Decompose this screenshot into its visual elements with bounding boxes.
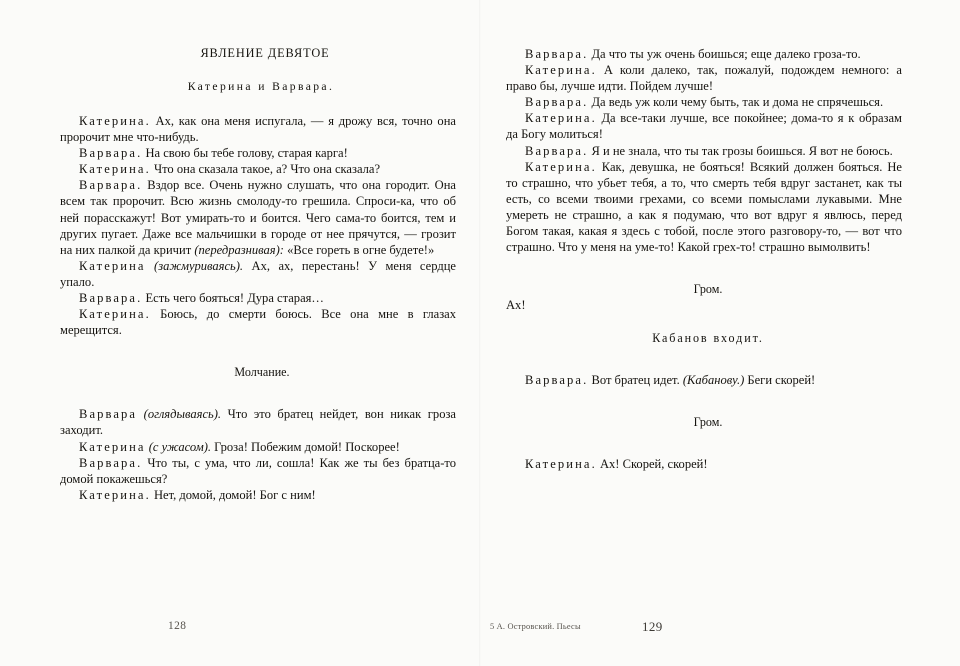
speech-text: Да что ты уж очень боишься; еще далеко гроза-то. (588, 47, 861, 61)
speech-text: На свою бы тебе голову, старая карга! (142, 146, 348, 161)
speaker-name: Варвара. (525, 47, 589, 61)
right-page-text-column (506, 46, 902, 473)
speech-text: Я и не знала, что ты так грозы боишься. Я вот не боюсь. (588, 143, 893, 158)
speech-text: Вздор все. Очень нужно слушать, что она городит. Она всем так пророчит. Всю жизнь смолоду-то грешила. Спроси-ка, что об ней порасскажут! Вот умирать-то и боится. Чего сама-то боится, тем и других пугает. Даже все мальчишки в городе от нее прячутся, — грозит на них палкой да кричит (60, 178, 456, 257)
speech-text: Есть чего бояться! Дура старая… (142, 291, 324, 306)
speaker-name: Варвара. (79, 178, 143, 193)
speech-line (60, 306, 456, 338)
speech-line (60, 455, 456, 487)
right-page (480, 0, 960, 666)
speech-line (506, 372, 902, 388)
speaker-name: Катерина. (79, 162, 151, 177)
left-page-text-column (60, 46, 456, 503)
stage-direction: (зажмуриваясь). (154, 258, 244, 273)
speech-text: Ах! Скорей, скорей! (596, 457, 708, 472)
speech-line (60, 145, 456, 161)
spacer (506, 388, 902, 414)
speech-text: Вот братец идет. (588, 373, 683, 388)
speaker-name: Варвара. (525, 373, 589, 388)
speaker-name: Катерина. (525, 457, 597, 472)
speech-line (60, 258, 456, 290)
speech-line (506, 94, 902, 110)
spacer (506, 313, 902, 330)
spacer (60, 338, 456, 364)
speech-text: Ах, как она меня испугала, — я дрожу вся, точно она пророчит мне что-нибудь. (60, 114, 456, 145)
silence-note: Молчание. (234, 365, 290, 380)
speaker-name: Варвара. (79, 455, 143, 470)
speaker-name: Катерина. (79, 307, 151, 322)
speech-line (60, 406, 456, 438)
speech-text: Нет, домой, домой! Бог с ним! (150, 487, 316, 502)
speech-text-after: Беги скорей! (744, 373, 816, 388)
speech-text-after: «Все гореть в огне будете!» (284, 242, 435, 257)
spacer (60, 380, 456, 406)
speech-text: Боюсь, до смерти боюсь. Все она мне в глазах мерещится. (60, 307, 456, 338)
speech-text: Как, девушка, не бояться! Всякий должен бояться. Не то страшно, что убьет тебя, а то, что смерть тебя вдруг застанет, как ты есть, со всеми твоими грехами, со всеми помыслами лукавыми. Мне умереть не страшно, а как я подумаю, что вот вдруг я явлюсь, перед Богом такая, какая я здесь с тобой, после этого разговору-то, — вот что страшно. Что у меня на уме-то! Какой грех-то! страшно вымолвить! (506, 159, 902, 255)
stage-direction: (Кабанову.) (682, 373, 745, 388)
speaker-name: Катерина. (525, 63, 597, 78)
speech-text: Да ведь уж коли чему быть, так и дома не спрячешься. (588, 95, 884, 110)
speech-line (60, 290, 456, 306)
page-number-left: 128 (168, 620, 187, 632)
speech-text-after: Ах, ах, перестань! У меня сердце упало. (60, 258, 456, 289)
exclamation-line: Ах! (506, 298, 526, 313)
speech-line (60, 161, 456, 177)
speech-line (506, 110, 902, 142)
page-number-right: 129 (642, 619, 663, 634)
speaker-name: Варвара. (79, 291, 143, 306)
speaker-name: Варвара. (79, 146, 143, 161)
scene-cast-line: Катерина и Варвара. (187, 80, 335, 93)
speaker-name: Катерина. (79, 114, 151, 128)
speech-line (60, 177, 456, 257)
speaker-name: Катерина. (79, 487, 151, 502)
speaker-name: Варвара. (525, 143, 589, 158)
speech-line (506, 456, 902, 472)
entrance-note: Кабанов входит. (652, 331, 764, 346)
speaker-name: Катерина. (525, 159, 597, 174)
spacer (506, 430, 902, 456)
spacer (506, 255, 902, 281)
thunder-note-second: Гром. (693, 415, 723, 430)
speech-line (506, 159, 902, 256)
speech-line (60, 487, 456, 503)
speech-text: Что ты, с ума, что ли, сошла! Как же ты без братца-то домой покажешься? (60, 455, 456, 486)
speaker-name: Варвара. (525, 95, 589, 110)
speech-line (506, 62, 902, 94)
speech-line (506, 46, 902, 62)
thunder-note-first: Гром. (693, 282, 723, 297)
speech-line (506, 143, 902, 159)
stage-direction: (передразнивая): (194, 242, 284, 257)
speech-text-after: Что это братец нейдет, вон никак гроза заходит. (60, 407, 456, 438)
speech-line (60, 439, 456, 455)
speaker-name: Катерина (79, 439, 146, 454)
speech-text: Да все-таки лучше, все покойнее; дома-то я к образам да Богу молиться! (506, 111, 902, 142)
stage-direction: (оглядываясь). (143, 407, 222, 422)
spacer (506, 346, 902, 372)
speaker-name: Варвара (79, 407, 138, 422)
speech-text: А коли далеко, так, пожалуй, подождем немного: а право бы, лучше идти. Пойдем лучше! (506, 63, 902, 94)
speaker-name: Катерина (79, 258, 146, 273)
scene-heading: ЯВЛЕНИЕ ДЕВЯТОЕ (200, 46, 330, 60)
stage-direction: (с ужасом). (148, 439, 212, 454)
speech-line (60, 113, 456, 145)
speaker-name: Катерина. (525, 111, 597, 126)
signature-mark: 5 А. Островский. Пьесы (490, 622, 581, 631)
speech-text: Что она сказала такое, а? Что она сказала? (150, 162, 381, 177)
speech-text-after: Гроза! Побежим домой! Поскорее! (211, 439, 400, 454)
